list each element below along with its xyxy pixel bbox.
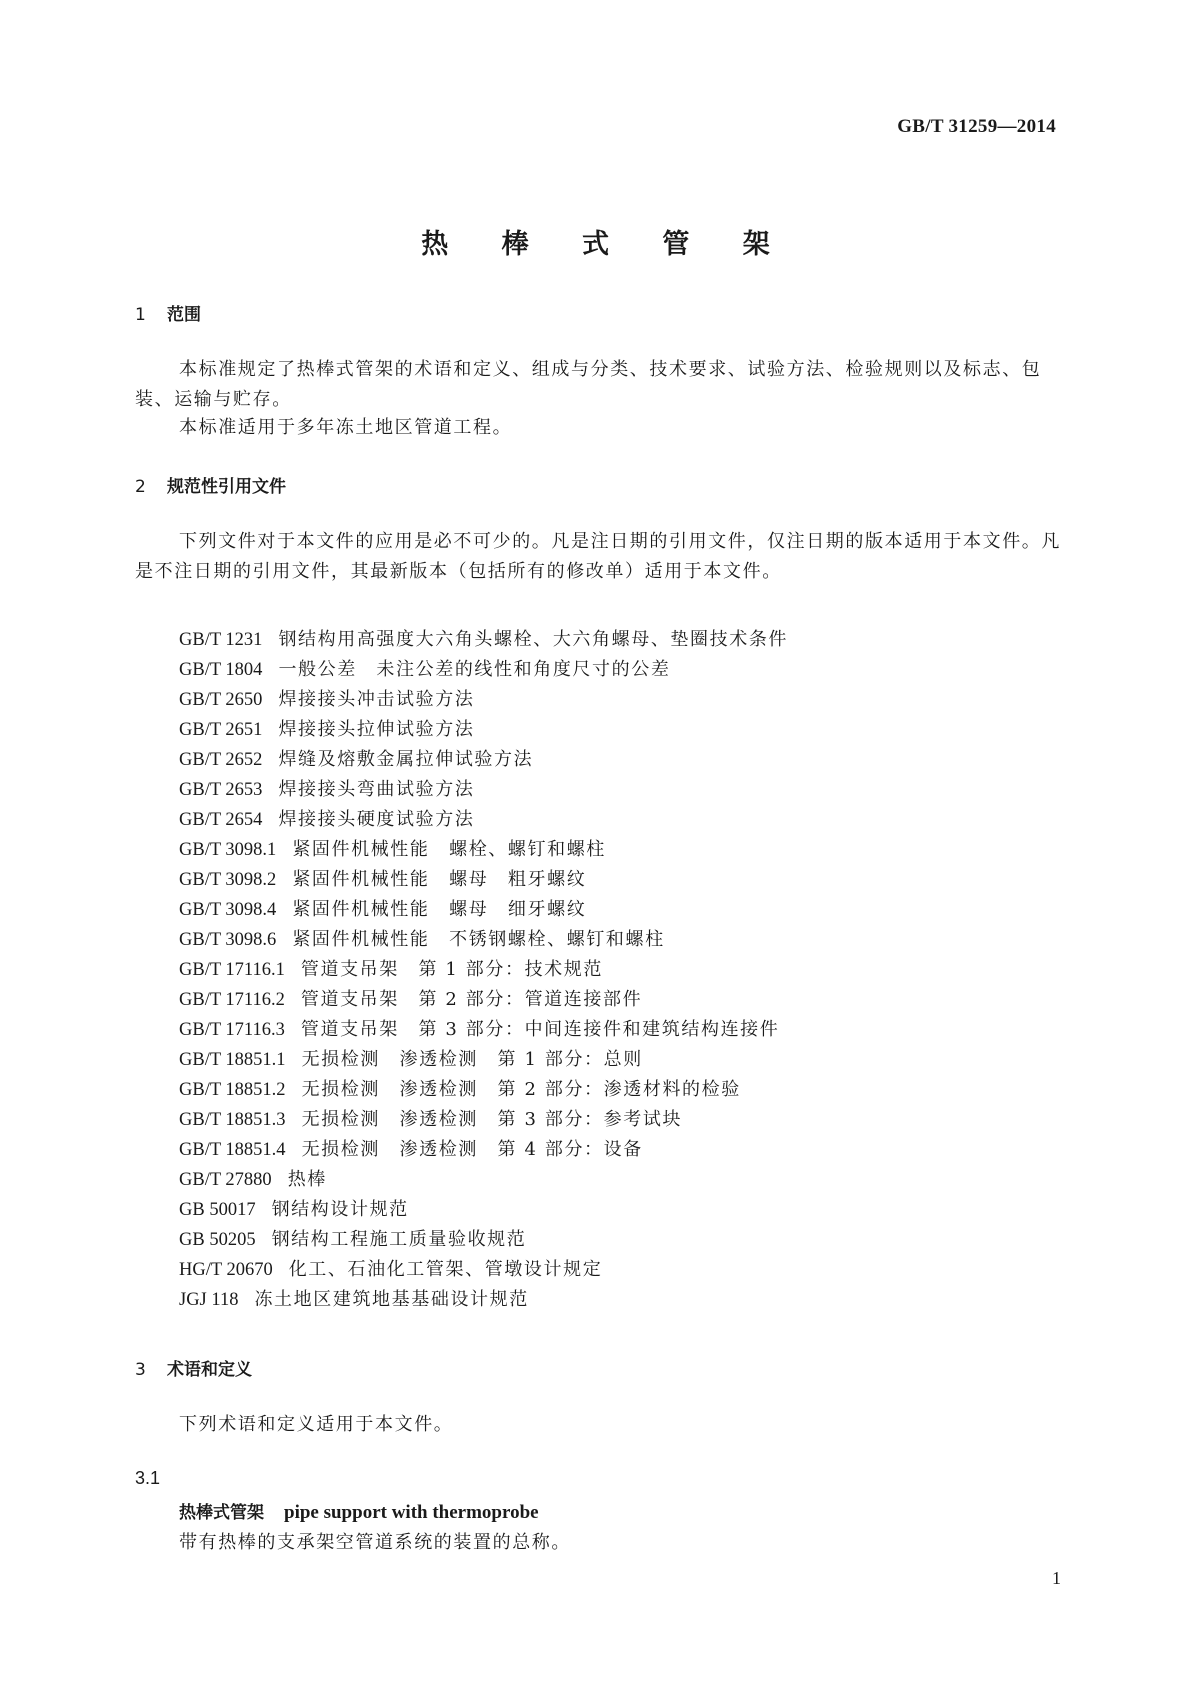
- reference-name: 紧固件机械性能 螺母 细牙螺纹: [292, 899, 587, 920]
- reference-item: [179, 745, 788, 775]
- reference-name: 焊缝及熔敷金属拉伸试验方法: [278, 749, 534, 770]
- reference-name: 焊接接头弯曲试验方法: [278, 779, 475, 800]
- normative-intro-paragraph: 下列文件对于本文件的应用是必不可少的。凡是注日期的引用文件，仅注日期的版本适用于本文件。凡是不注日期的引用文件，其最新版本（包括所有的修改单）适用于本文件。: [135, 531, 1061, 582]
- reference-name: 管道支吊架 第 3 部分：中间连接件和建筑结构连接件: [300, 1019, 780, 1040]
- reference-name: 焊接接头冲击试验方法: [278, 689, 475, 710]
- reference-code: GB/T 27880: [179, 1170, 272, 1190]
- reference-item: [179, 925, 788, 955]
- reference-item: [179, 1075, 788, 1105]
- document-title: 热 棒 式 管 架: [421, 229, 792, 260]
- reference-code: GB/T 3098.6: [179, 930, 277, 950]
- reference-code: GB/T 1231: [179, 630, 263, 650]
- section-heading-scope: [135, 300, 201, 325]
- reference-name: 冻土地区建筑地基基础设计规范: [254, 1289, 529, 1310]
- reference-item: [179, 985, 788, 1015]
- reference-code: GB/T 18851.1: [179, 1050, 286, 1070]
- reference-name: 钢结构设计规范: [271, 1199, 409, 1220]
- scope-paragraph-2: 本标准适用于多年冻土地区管道工程。: [179, 417, 513, 438]
- reference-name: 紧固件机械性能 螺母 粗牙螺纹: [292, 869, 587, 890]
- reference-code: GB 50017: [179, 1200, 256, 1220]
- reference-name: 管道支吊架 第 2 部分：管道连接部件: [300, 989, 643, 1010]
- reference-item: [179, 685, 788, 715]
- reference-code: GB/T 2650: [179, 690, 263, 710]
- section-heading-terms-definitions: [135, 1355, 252, 1380]
- reference-item: [179, 895, 788, 925]
- reference-item: [179, 1045, 788, 1075]
- reference-item: [179, 1285, 788, 1315]
- reference-name: 焊接接头硬度试验方法: [278, 809, 475, 830]
- reference-item: [179, 1015, 788, 1045]
- reference-code: JGJ 118: [179, 1290, 239, 1310]
- reference-code: GB 50205: [179, 1230, 256, 1250]
- reference-name: 钢结构工程施工质量验收规范: [271, 1229, 527, 1250]
- section-heading-normative-references: [135, 472, 286, 497]
- reference-item: [179, 1165, 788, 1195]
- reference-code: HG/T 20670: [179, 1260, 273, 1280]
- reference-code: GB/T 2651: [179, 720, 263, 740]
- section-title: 术语和定义: [167, 1360, 252, 1380]
- reference-item: [179, 1135, 788, 1165]
- reference-code: GB/T 3098.4: [179, 900, 277, 920]
- page-number: 1: [1052, 1568, 1061, 1588]
- reference-item: [179, 955, 788, 985]
- reference-name: 无损检测 渗透检测 第 4 部分：设备: [301, 1139, 643, 1160]
- normative-reference-list: [179, 625, 788, 1315]
- term-definition: 带有热棒的支承架空管道系统的装置的总称。: [179, 1532, 571, 1553]
- section-number: 3: [135, 1360, 146, 1380]
- scope-paragraph-1: 本标准规定了热棒式管架的术语和定义、组成与分类、技术要求、试验方法、检验规则以及标志、包装、运输与贮存。: [135, 359, 1042, 410]
- term-english: pipe support with thermoprobe: [284, 1502, 539, 1523]
- reference-item: [179, 1195, 788, 1225]
- reference-item: [179, 865, 788, 895]
- reference-name: 紧固件机械性能 螺栓、螺钉和螺柱: [292, 839, 606, 860]
- reference-item: [179, 625, 788, 655]
- reference-name: 一般公差 未注公差的线性和角度尺寸的公差: [278, 659, 671, 680]
- reference-code: GB/T 3098.1: [179, 840, 277, 860]
- reference-code: GB/T 2654: [179, 810, 263, 830]
- reference-name: 焊接接头拉伸试验方法: [278, 719, 475, 740]
- reference-code: GB/T 1804: [179, 660, 263, 680]
- terms-intro-paragraph: 下列术语和定义适用于本文件。: [179, 1414, 454, 1435]
- reference-code: GB/T 3098.2: [179, 870, 277, 890]
- term-entry: [179, 1498, 539, 1524]
- reference-name: 无损检测 渗透检测 第 3 部分：参考试块: [301, 1109, 683, 1130]
- reference-item: [179, 805, 788, 835]
- reference-code: GB/T 17116.2: [179, 990, 285, 1010]
- reference-name: 无损检测 渗透检测 第 1 部分：总则: [301, 1049, 643, 1070]
- standard-number: GB/T 31259—2014: [897, 116, 1056, 137]
- reference-item: [179, 1255, 788, 1285]
- reference-name: 管道支吊架 第 1 部分：技术规范: [300, 959, 603, 980]
- reference-name: 钢结构用高强度大六角头螺栓、大六角螺母、垫圈技术条件: [278, 629, 789, 650]
- term-chinese: 热棒式管架: [179, 1503, 264, 1523]
- reference-code: GB/T 18851.4: [179, 1140, 286, 1160]
- reference-item: [179, 1105, 788, 1135]
- reference-code: GB/T 2653: [179, 780, 263, 800]
- reference-code: GB/T 18851.2: [179, 1080, 286, 1100]
- section-title: 范围: [167, 305, 201, 325]
- reference-name: 热棒: [287, 1169, 327, 1190]
- reference-code: GB/T 2652: [179, 750, 263, 770]
- reference-code: GB/T 17116.3: [179, 1020, 285, 1040]
- reference-item: [179, 655, 788, 685]
- reference-item: [179, 775, 788, 805]
- reference-code: GB/T 18851.3: [179, 1110, 286, 1130]
- reference-item: [179, 1225, 788, 1255]
- reference-name: 无损检测 渗透检测 第 2 部分：渗透材料的检验: [301, 1079, 741, 1100]
- reference-item: [179, 715, 788, 745]
- reference-item: [179, 835, 788, 865]
- section-number: 2: [135, 477, 146, 497]
- clause-number: 3.1: [135, 1468, 161, 1488]
- reference-code: GB/T 17116.1: [179, 960, 285, 980]
- reference-name: 紧固件机械性能 不锈钢螺栓、螺钉和螺柱: [292, 929, 665, 950]
- reference-name: 化工、石油化工管架、管墩设计规定: [288, 1259, 603, 1280]
- section-number: 1: [135, 305, 146, 325]
- section-title: 规范性引用文件: [167, 477, 286, 497]
